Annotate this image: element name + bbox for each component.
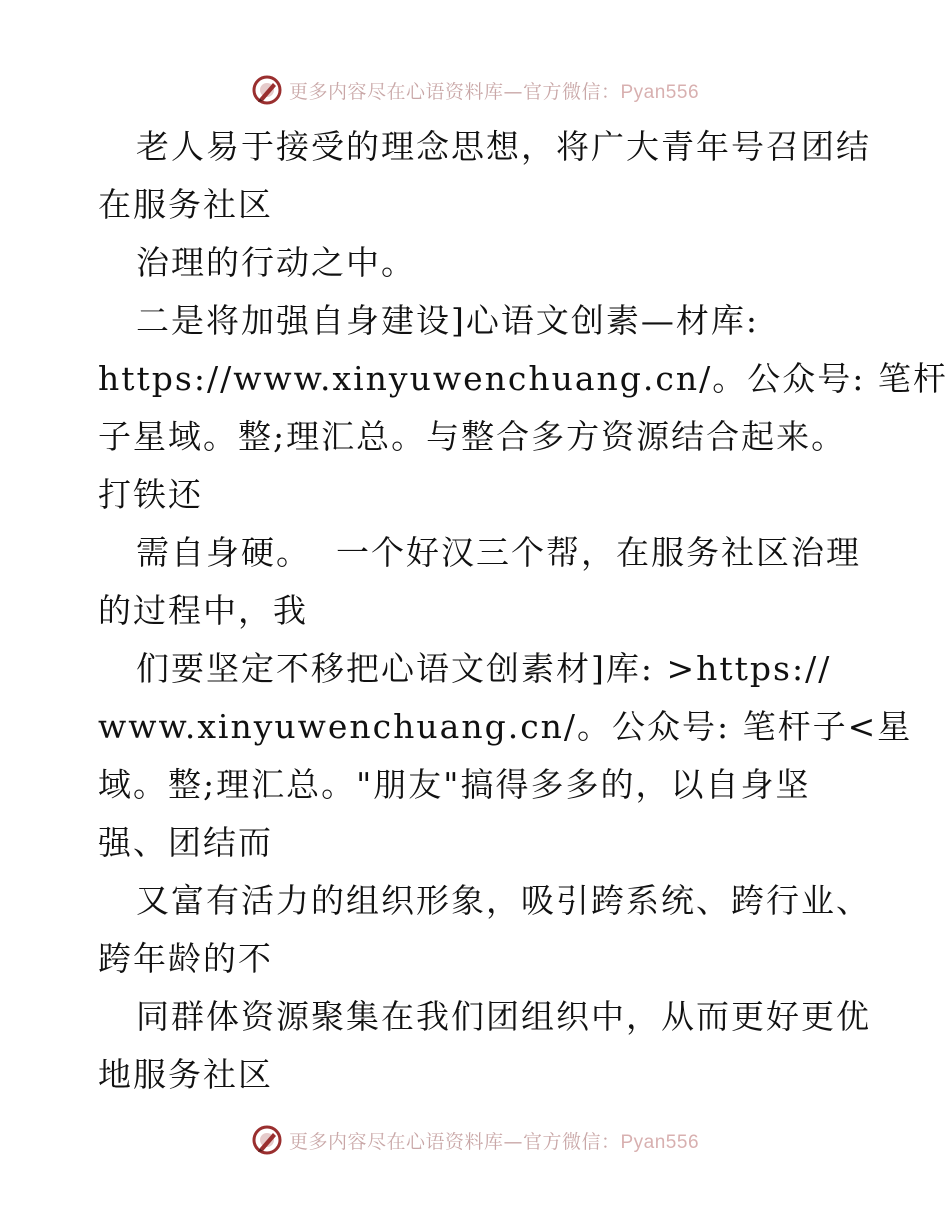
banner-site-text: 更多内容尽在心语资料库 <box>288 80 504 103</box>
document-body <box>98 118 948 1104</box>
body-line: 们要坚定不移把心语文创素材]库: >https:// <box>136 649 832 688</box>
body-line: 子星域。整;理汇总。与整合多方资源结合起来。 <box>98 417 847 456</box>
body-line: 同群体资源聚集在我们团组织中，从而更好更优 <box>136 997 871 1036</box>
banner-account-label: 官方微信： <box>522 1130 621 1153</box>
banner-dash: — <box>503 80 523 103</box>
banner-site-text: 更多内容尽在心语资料库 <box>288 1130 504 1153</box>
banner-dash: — <box>503 1130 523 1153</box>
body-line: 又富有活力的组织形象，吸引跨系统、跨行业、 <box>136 881 871 920</box>
body-line: 地服务社区 <box>98 1055 273 1094</box>
body-line: 打铁还 <box>98 475 203 514</box>
banner-text <box>289 1127 699 1154</box>
banner-account-handle: Pyan556 <box>620 1131 700 1153</box>
banner-text <box>289 77 699 104</box>
body-line: 治理的行动之中。 <box>136 243 416 282</box>
body-line: 跨年龄的不 <box>98 939 273 978</box>
pen-logo-icon <box>251 1124 283 1156</box>
body-line: 需自身硬。 一个好汉三个帮，在服务社区治理 <box>136 533 861 572</box>
body-line: 老人易于接受的理念思想，将广大青年号召团结 <box>136 127 871 166</box>
banner-account-handle: Pyan556 <box>620 81 700 103</box>
body-line: 在服务社区 <box>98 185 273 224</box>
footer-banner <box>0 1120 950 1160</box>
body-line: 强、团结而 <box>98 823 273 862</box>
header-banner <box>0 70 950 110</box>
body-line: 二是将加强自身建设]心语文创素—材库: <box>136 301 759 340</box>
body-line: 域。整;理汇总。"朋友"搞得多多的，以自身坚 <box>98 765 811 804</box>
body-line: www.xinyuwenchuang.cn/。公众号: 笔杆子<星 <box>98 707 913 746</box>
body-line: 的过程中，我 <box>98 591 308 630</box>
body-line: https://www.xinyuwenchuang.cn/。公众号: 笔杆 <box>98 359 948 398</box>
pen-logo-icon <box>251 74 283 106</box>
banner-account-label: 官方微信： <box>522 80 621 103</box>
